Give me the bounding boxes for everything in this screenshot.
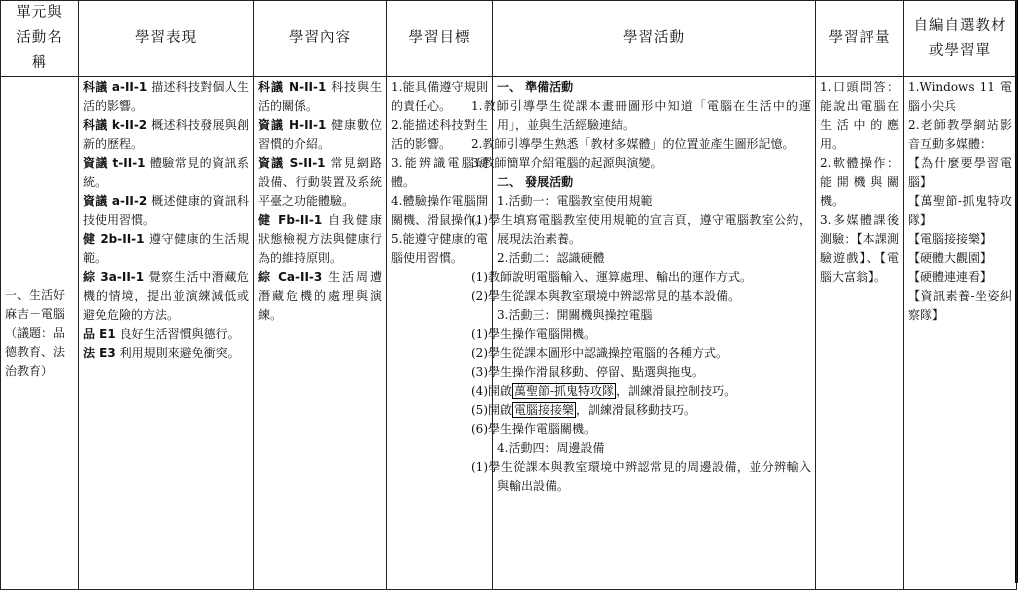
performance-item	[83, 344, 249, 363]
activity-subtitle: 3.活動三：開關機與操控電腦	[497, 308, 653, 322]
content-text: 生活周遭潛藏危機的處理與演練。	[258, 270, 382, 322]
evaluation-item: 3.多媒體課後測驗：【本課測驗遊戲】、【電腦大富翁】。	[820, 213, 899, 284]
activity-item: (5)開啟 電腦接接樂 ，訓練滑鼠移動技巧。	[471, 403, 697, 417]
boxed-title: 電腦接接樂	[514, 403, 575, 417]
content-list	[254, 77, 386, 326]
activity-item: (1)學生操作電腦開機。	[471, 327, 596, 341]
performance-text: 描述科技對個人生活的影響。	[83, 80, 249, 113]
header-evaluation: 學習評量	[816, 1, 904, 77]
unit-name-cell	[1, 77, 79, 590]
material-item: 【資訊素養-坐姿糾察隊】	[908, 289, 1012, 322]
header-goal: 學習目標	[387, 1, 493, 77]
performance-code: 資議 a-II-2	[83, 194, 148, 208]
material-item: 【硬體大觀園】	[908, 251, 993, 265]
performance-list	[79, 77, 253, 364]
material-item: 【硬體連連看】	[908, 270, 993, 284]
activity-item: (6)學生操作電腦關機。	[471, 422, 596, 436]
performance-item	[83, 230, 249, 268]
activity-subtitle: 1.活動一：電腦教室使用規範	[497, 194, 653, 208]
content-item	[258, 268, 382, 325]
content-code: 健 Fb-II-1	[258, 213, 323, 227]
performance-text: 利用規則來避免衝突。	[119, 346, 240, 360]
content-code: 資議 H-II-1	[258, 118, 327, 132]
content-code: 綜 Ca-II-3	[258, 270, 323, 284]
goal-item: 5.能遵守健康的電腦使用習慣。	[391, 232, 488, 265]
content-text: 自我健康狀態檢視方法與健康行為的維持原則。	[258, 213, 382, 265]
activity-section-title: 二、 發展活動	[497, 175, 574, 189]
activity-list	[471, 77, 815, 497]
content-item	[258, 154, 382, 211]
performance-code: 綜 3a-II-1	[83, 270, 145, 284]
performance-code: 品 E1	[83, 327, 116, 341]
performance-item	[83, 325, 249, 344]
performance-item	[83, 192, 249, 230]
content-code: 科議 N-II-1	[258, 80, 327, 94]
evaluation-cell	[816, 77, 904, 590]
activity-subtitle: 2.活動二：認識硬體	[497, 251, 605, 265]
evaluation-list	[816, 77, 903, 288]
content-item	[258, 211, 382, 268]
header-content: 學習內容	[254, 1, 387, 77]
boxed-title: 萬聖節-抓鬼特攻隊	[514, 384, 615, 398]
goal-item: 2.能描述科技對生活的影響。	[391, 118, 488, 151]
content-item	[258, 116, 382, 154]
performance-text: 概述科技發展與創新的歷程。	[83, 118, 249, 151]
performance-item	[83, 154, 249, 192]
header-activity: 學習活動	[493, 1, 816, 77]
activity-item: (2)學生從課本與教室環境中辨認常見的基本設備。	[471, 289, 740, 303]
content-cell	[254, 77, 387, 590]
performance-text: 體驗常見的資訊系統。	[83, 156, 249, 189]
header-material: 自編自選教材或學習單	[904, 1, 1017, 77]
content-text: 常見網路設備、行動裝置及系統平臺之功能體驗。	[258, 156, 382, 208]
header-row	[1, 1, 1017, 77]
performance-item	[83, 116, 249, 154]
goal-item: 1.能具備遵守規則的責任心。	[391, 80, 488, 113]
material-item: 1.Windows 11 電腦小尖兵	[908, 80, 1012, 113]
activity-item: (1)學生填寫電腦教室使用規範的宣言頁，遵守電腦教室公約，展現法治素養。	[471, 213, 811, 246]
performance-text: 覺察生活中潛藏危機的情境，提出並演練減低或避免危險的方法。	[83, 270, 249, 322]
material-item: 2.老師教學網站影音互動多媒體：	[908, 118, 1012, 151]
performance-code: 科議 k-II-2	[83, 118, 148, 132]
activity-item: (2)學生從課本圖形中認識操控電腦的各種方式。	[471, 346, 728, 360]
content-text: 健康數位習慣的介紹。	[258, 118, 382, 151]
material-item: 【萬聖節-抓鬼特攻隊】	[908, 194, 1012, 227]
activity-item: 1.教師引導學生從課本畫冊圖形中知道「電腦在生活中的運用」，並與生活經驗連結。	[471, 99, 811, 132]
content-code: 資議 S-II-1	[258, 156, 326, 170]
material-cell	[904, 77, 1017, 590]
performance-cell	[79, 77, 254, 590]
activity-cell	[471, 77, 816, 590]
goal-item: 4.體驗操作電腦開關機、滑鼠操作。	[391, 194, 488, 227]
goal-item: 3.能辨識電腦硬體。	[391, 156, 488, 189]
unit-name: 一、生活好麻吉－電腦（議題：品德教育、法治教育）	[5, 287, 66, 378]
performance-item	[83, 268, 249, 325]
performance-text: 概述健康的資訊科技使用習慣。	[83, 194, 249, 227]
content-item	[258, 78, 382, 116]
header-unit: 單元與活動名稱	[1, 1, 79, 77]
performance-code: 資議 t-II-1	[83, 156, 146, 170]
evaluation-item: 2.軟體操作：能開機與關機。	[820, 156, 899, 208]
activity-item: (1)學生從課本與教室環境中辨認常見的周邊設備，並分辨輸入與輸出設備。	[471, 460, 811, 493]
activity-item: 2.教師引導學生熟悉「教材多媒體」的位置並產生圖形記憶。	[471, 137, 795, 151]
material-item: 【為什麼要學習電腦】	[908, 156, 1012, 189]
activity-item: (4)開啟 萬聖節-抓鬼特攻隊 ，訓練滑鼠控制技巧。	[471, 384, 737, 398]
activity-item: 3.教師簡單介紹電腦的起源與演變。	[471, 156, 663, 170]
material-item: 【電腦接接樂】	[908, 232, 993, 246]
performance-item	[83, 78, 249, 116]
performance-text: 遵守健康的生活規範。	[83, 232, 249, 265]
evaluation-item: 1.口頭問答：能說出電腦在生活中的應用。	[820, 80, 899, 151]
activity-section-title: 一、 準備活動	[497, 80, 574, 94]
performance-text: 良好生活習慣與德行。	[119, 327, 240, 341]
content-text: 科技與生活的關係。	[258, 80, 382, 113]
performance-code: 科議 a-II-1	[83, 80, 148, 94]
activity-subtitle: 4.活動四：周邊設備	[497, 441, 605, 455]
material-list	[904, 77, 1016, 326]
performance-code: 健 2b-II-1	[83, 232, 145, 246]
performance-code: 法 E3	[83, 346, 116, 360]
header-performance: 學習表現	[79, 1, 254, 77]
body-row	[1, 77, 1017, 590]
activity-item: (3)學生操作滑鼠移動、停留、點選與拖曳。	[471, 365, 704, 379]
activity-item: (1)教師說明電腦輸入、運算處理、輸出的運作方式。	[471, 270, 753, 284]
